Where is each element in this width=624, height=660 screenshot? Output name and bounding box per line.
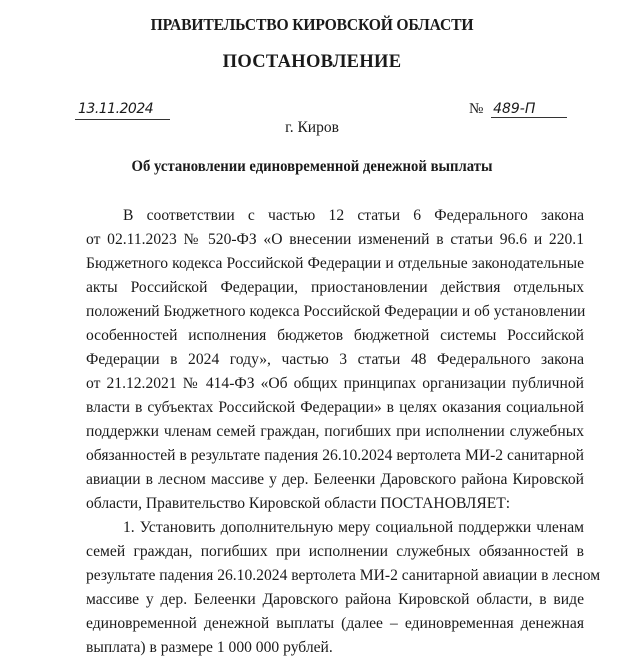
preamble-line: В соответствии с частью 12 статьи 6 Федерального закона	[123, 207, 584, 224]
clause-line: выплата) в размере 1 000 000 рублей.	[86, 639, 333, 656]
document-number: 489-П	[491, 101, 567, 118]
preamble-line: власти в субъектах Российской Федерации» в целях оказания социальной	[86, 399, 584, 416]
number-sign: №	[469, 101, 484, 117]
clause-line: результате падения 26.10.2024 вертолета МИ-2 санитарной авиации в лесном	[86, 567, 601, 584]
city-label: г. Киров	[285, 119, 339, 136]
preamble-line: от 21.12.2021 № 414-ФЗ «Об общих принципах организации публичной	[86, 375, 584, 392]
preamble-line: авиации в лесном массиве у дер. Белеенки Даровского района Кировской	[86, 471, 584, 488]
preamble-line: Федерации в 2024 году», частью 3 статьи 48 Федерального закона	[86, 351, 584, 368]
clause-line: массиве у дер. Белеенки Даровского района Кировской области, в виде	[86, 591, 584, 608]
document-type-heading: ПОСТАНОВЛЕНИЕ	[222, 52, 402, 72]
preamble-line: положений Бюджетного кодекса Российской Федерации и об установлении	[86, 303, 586, 320]
document-number-block	[469, 101, 567, 119]
document-date: 13.11.2024	[75, 101, 170, 120]
document-body	[86, 204, 601, 660]
preamble-line: области, Правительство Кировской области ПОСТАНОВЛЯЕТ:	[86, 495, 511, 512]
clause-line: единовременной денежной выплаты (далее – единовременная денежная	[86, 615, 584, 632]
preamble-line: акты Российской Федерации, приостановлении действия отдельных	[86, 279, 584, 296]
preamble-line: обязанностей в результате падения 26.10.2024 вертолета МИ-2 санитарной	[86, 447, 584, 464]
document-title: Об установлении единовременной денежной выплаты	[131, 158, 493, 175]
preamble-line: от 02.11.2023 № 520-ФЗ «О внесении изменений в статьи 96.6 и 220.1	[86, 231, 584, 248]
preamble-line: особенностей исполнения бюджетов бюджетной системы Российской	[86, 327, 584, 344]
preamble-line: Бюджетного кодекса Российской Федерации и отдельные законодательные	[86, 255, 584, 272]
clause-line: 1. Установить дополнительную меру социальной поддержки членам	[123, 519, 584, 536]
clause-line: семей граждан, погибших при исполнении служебных обязанностей в	[86, 543, 584, 560]
preamble-line: поддержки членам семей граждан, погибших при исполнении служебных	[86, 423, 584, 440]
organization-heading: ПРАВИТЕЛЬСТВО КИРОВСКОЙ ОБЛАСТИ	[150, 15, 474, 34]
